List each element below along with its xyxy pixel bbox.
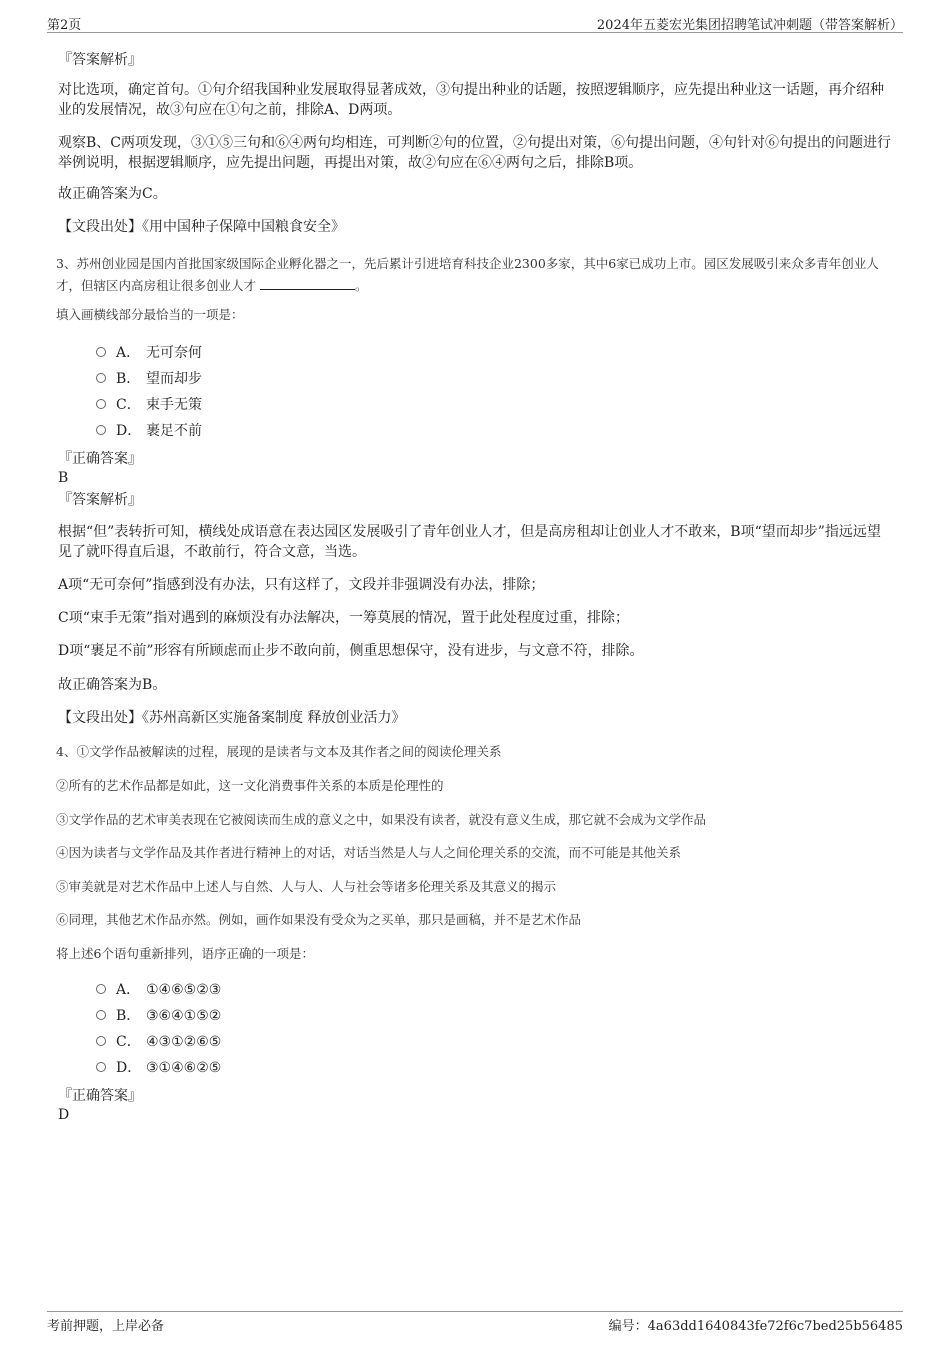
document-code: 编号：4a63dd1640843fe72f6c7bed25b56485 xyxy=(608,1319,903,1334)
sentence-5: ⑤审美就是对艺术作品中上述人与自然、人与人、人与社会等诸多伦理关系及其意义的揭示 xyxy=(56,879,557,894)
page-header xyxy=(47,12,903,33)
radio-icon[interactable] xyxy=(96,399,106,409)
analysis-conclusion: 故正确答案为B。 xyxy=(58,677,167,693)
source-citation: 【文段出处】《苏州高新区实施备案制度 释放创业活力》 xyxy=(58,710,406,726)
radio-icon[interactable] xyxy=(96,984,106,994)
analysis-paragraph: 对比选项，确定首句。①句介绍我国种业发展取得显著成效，③句提出种业的话题，按照逻辑顺序，应先提出种业这一话题，再介绍种业的发展情况，故③句应在①句之前，排除A、D两项。 xyxy=(58,82,884,118)
source-citation: 【文段出处】《用中国种子保障中国粮食安全》 xyxy=(58,219,345,235)
analysis-paragraph: 根据“但”表转折可知，横线处成语意在表达园区发展吸引了青年创业人才，但是高房租却让创业人才不敢来，B项“望而却步”指远远望见了就吓得直后退，不敢前行，符合文意，当选。 xyxy=(58,524,881,560)
option-d[interactable]: D． 裹足不前 xyxy=(96,421,202,441)
sentence-3: ③文学作品的艺术审美表现在它被阅读而生成的意义之中，如果没有读者，就没有意义生成，那它就不会成为文学作品 xyxy=(56,812,707,827)
analysis-heading: 『答案解析』 xyxy=(58,492,142,508)
option-a[interactable]: A． 无可奈何 xyxy=(96,343,202,363)
analysis-paragraph: 观察B、C两项发现，③①⑤三句和⑥④两句均相连，可判断②句的位置，②句提出对策，⑥句提出问题，④句针对⑥句提出的问题进行举例说明，根据逻辑顺序，应先提出问题，再提出对策，故②句应在⑥④两句之后，排除B项。 xyxy=(58,135,891,171)
option-c[interactable]: C． 束手无策 xyxy=(96,395,202,415)
sentence-6: ⑥同理，其他艺术作品亦然。例如，画作如果没有受众为之买单，那只是画稿，并不是艺术作品 xyxy=(56,912,582,927)
question-stem-text: 3、苏州创业园是国内首批国家级国际企业孵化器之一，先后累计引进培育科技企业2300多家，其中6家已成功上市。园区发展吸引来众多青年创业人才，但辖区内高房租让很多创业人才 xyxy=(56,256,879,293)
question-stem xyxy=(56,253,891,297)
correct-answer-heading: 『正确答案』 xyxy=(58,1088,142,1104)
footer-slogan: 考前押题，上岸必备 xyxy=(47,1319,165,1334)
analysis-conclusion: 故正确答案为C。 xyxy=(58,186,167,202)
analysis-heading: 『答案解析』 xyxy=(58,52,142,68)
radio-icon[interactable] xyxy=(96,1062,106,1072)
question-prompt: 填入画横线部分最恰当的一项是： xyxy=(56,307,244,322)
correct-answer: D xyxy=(58,1107,70,1123)
correct-answer: B xyxy=(58,470,69,486)
sentence-1: 4、①文学作品被解读的过程，展现的是读者与文本及其作者之间的阅读伦理关系 xyxy=(56,744,502,759)
option-d[interactable]: D． ③①④⑥②⑤ xyxy=(96,1058,221,1078)
sentence-2: ②所有的艺术作品都是如此，这一文化消费事件关系的本质是伦理性的 xyxy=(56,778,444,793)
radio-icon[interactable] xyxy=(96,425,106,435)
option-b[interactable]: B． 望而却步 xyxy=(96,369,202,389)
option-c[interactable]: C． ④③①②⑥⑤ xyxy=(96,1032,221,1052)
page-number: 第2页 xyxy=(47,18,82,33)
radio-icon[interactable] xyxy=(96,373,106,383)
fill-blank xyxy=(260,275,355,290)
radio-icon[interactable] xyxy=(96,1036,106,1046)
analysis-paragraph: A项“无可奈何”指感到没有办法，只有这样了，文段并非强调没有办法，排除； xyxy=(58,577,545,593)
page-footer xyxy=(47,1311,903,1336)
question-prompt: 将上述6个语句重新排列，语序正确的一项是： xyxy=(56,946,314,961)
analysis-paragraph: C项“束手无策”指对遇到的麻烦没有办法解决，一筹莫展的情况，置于此处程度过重，排除； xyxy=(58,610,630,626)
option-b[interactable]: B． ③⑥④①⑤② xyxy=(96,1006,221,1026)
sentence-4: ④因为读者与文学作品及其作者进行精神上的对话，对话当然是人与人之间伦理关系的交流，而不可能是其他关系 xyxy=(56,845,682,860)
analysis-paragraph: D项“裹足不前”形容有所顾虑而止步不敢向前，侧重思想保守，没有进步，与文意不符，排除。 xyxy=(58,643,644,659)
document-title: 2024年五菱宏光集团招聘笔试冲刺题（带答案解析） xyxy=(596,18,903,33)
question-stem-end: 。 xyxy=(355,278,368,293)
radio-icon[interactable] xyxy=(96,347,106,357)
correct-answer-heading: 『正确答案』 xyxy=(58,451,142,467)
option-a[interactable]: A． ①④⑥⑤②③ xyxy=(96,980,221,1000)
radio-icon[interactable] xyxy=(96,1010,106,1020)
